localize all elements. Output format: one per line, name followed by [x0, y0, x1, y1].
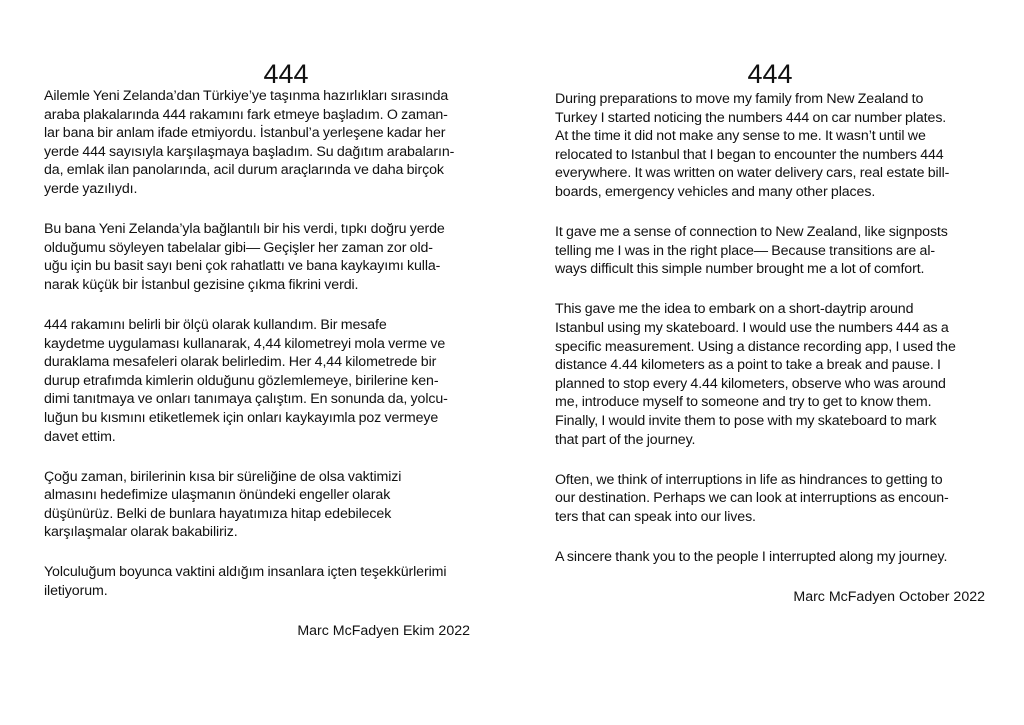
paragraph: A sincere thank you to the people I interrupted along my journey.	[555, 548, 948, 565]
paragraph: 444 rakamını belirli bir ölçü olarak kullandım. Bir mesafe kaydetme uygulaması kullanarak, 4,44 kilometreyi mola verme ve duraklama mesafeleri olarak belirledim. Her 4,44 kilometrede bir durup etrafımda kimlerin olduğunu gözlemlemeye, birilerine ken- dimi tanıtmaya ve onları tanımaya çalıştım. En sonunda da, yolcu- luğun bu kısmını etiketlemek için onları kaykayımla poz vermeye davet ettim.	[44, 316, 448, 445]
page-body	[555, 90, 985, 607]
paragraph: Often, we think of interruptions in life as hindrances to getting to our destination. Perhaps we can look at interruptions as encoun- ters that can speak into our lives.	[555, 471, 949, 525]
signature: Marc McFadyen October 2022	[793, 588, 985, 605]
paragraph: During preparations to move my family from New Zealand to Turkey I started noticing the numbers 444 on car number plates. At the time it did not make any sense to me. It wasn’t until we relocated to Istanbul that I began to encounter the numbers 444 everywhere. It was written on water delivery cars, real estate bill- boards, emergency vehicles and many other places.	[555, 91, 950, 200]
signature: Marc McFadyen Ekim 2022	[297, 623, 470, 640]
paragraph: Çoğu zaman, birilerinin kısa bir süreliğine de olsa vaktimizi almasını hedefimize ulaşmanın önündeki engeller olarak düşünürüz. Belki de bunlara hayatımıza hitap edebilecek karşılaşmalar olarak bakabiliriz.	[44, 468, 402, 541]
paragraph: Yolculuğum boyunca vaktini aldığım insanlara içten teşekkürlerimi iletiyorum.	[44, 564, 447, 600]
paragraph: Bu bana Yeni Zelanda’yla bağlantılı bir his verdi, tıpkı doğru yerde olduğumu söyleyen tabelalar gibi— Geçişler her zaman zor old- uğu için bu basit sayı beni çok rahatlattı ve bana kaykayımı kulla- narak küçük bir İstanbul gezisine çıkma fikrini verdi.	[44, 221, 445, 293]
page-body	[44, 87, 484, 641]
paragraph: It gave me a sense of connection to New Zealand, like signposts telling me I was in the right place— Because transitions are al- ways difficult this simple number brought me a lot of comfort.	[555, 224, 948, 278]
paragraph: Ailemle Yeni Zelanda’dan Türkiye’ye taşınma hazırlıkları sırasında araba plakalarında 444 rakamını fark etmeye başladım. O zaman- lar bana bir anlam ifade etmiyordu. İstanbul’a yerleşene kadar her yerde 444 sayısıyla karşılaşmaya başladım. Su dağıtım arabaların- da, emlak ilan panolarında, acil durum araçlarında ve daha birçok yerde yazılıydı.	[44, 88, 455, 197]
page-title: 444	[747, 59, 793, 90]
paragraph: This gave me the idea to embark on a short-daytrip around Istanbul using my skateboard. I would use the numbers 444 as a specific measurement. Using a distance recording app, I used the distance 4.44 kilometers as a point to take a break and pause. I planned to stop every 4.44 kilometers, observe who was around me, introduce myself to someone and try to get to know them. Finally, I would invite them to pose with my skateboard to mark that part of the journey.	[555, 301, 956, 448]
page-title: 444	[263, 59, 309, 90]
